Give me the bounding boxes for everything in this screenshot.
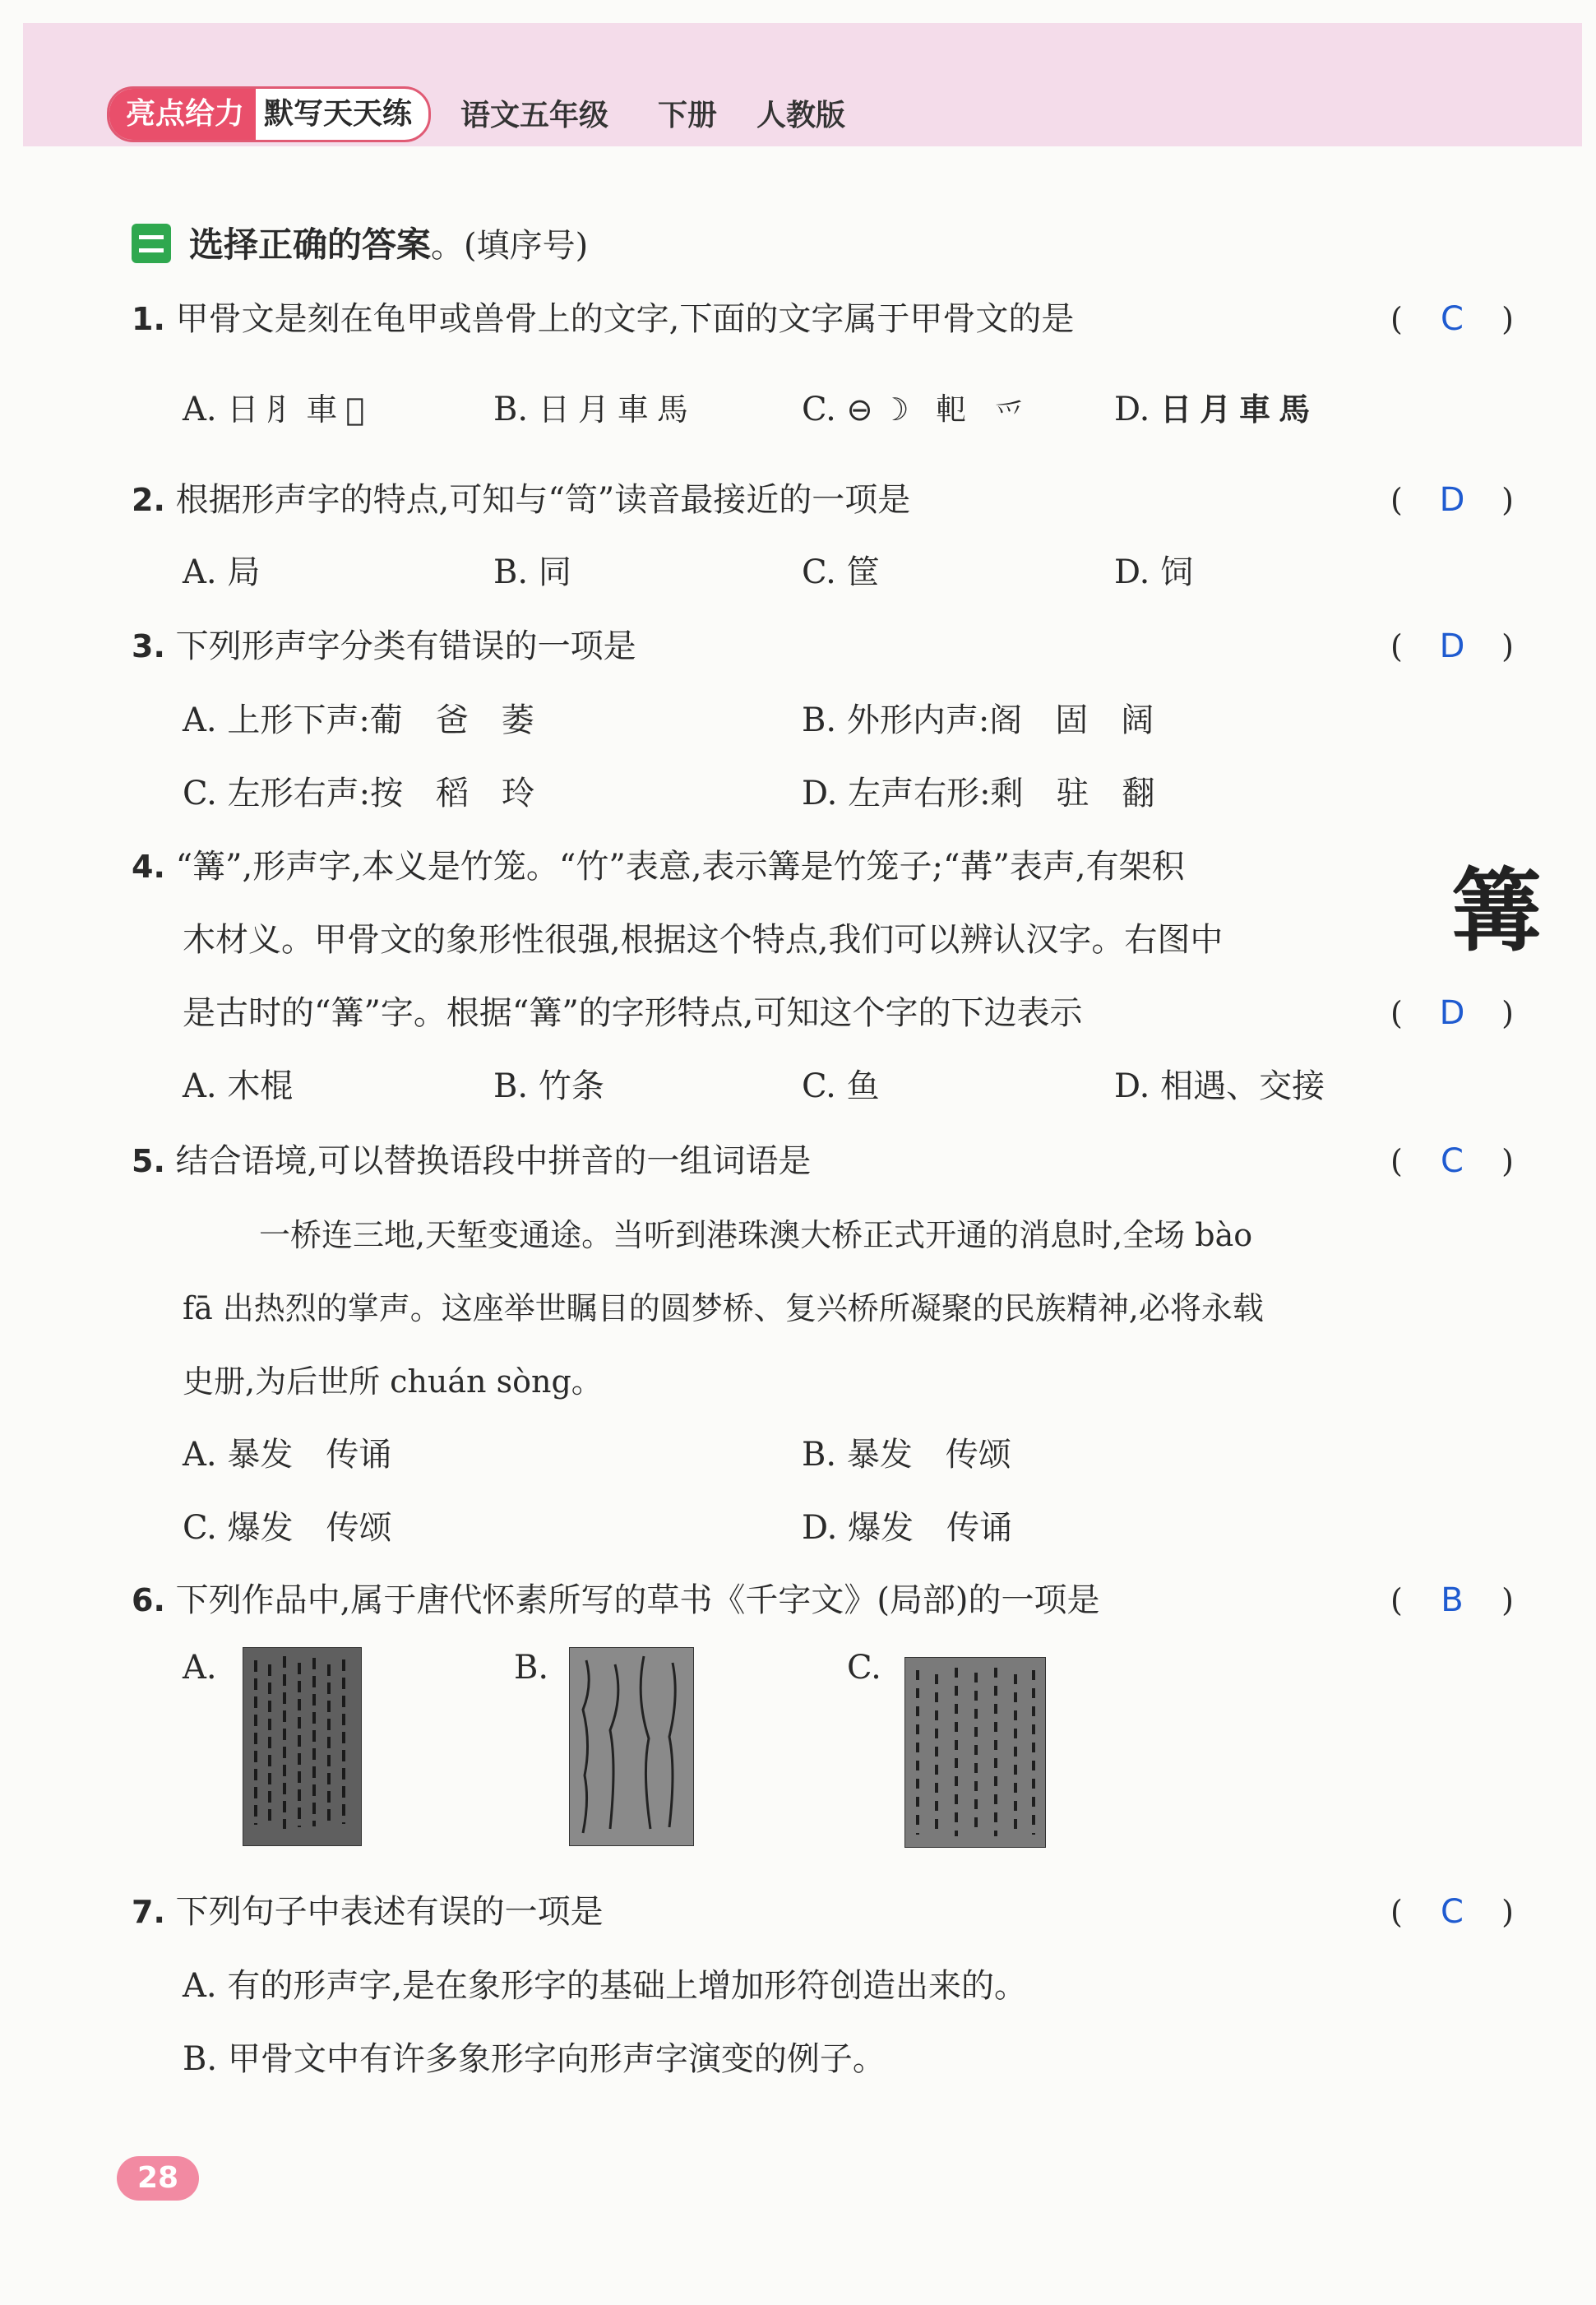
option-3c: C. 左形右声:按 稻 玲 [183,775,535,812]
option-4d: D. 相遇、交接 [1114,1067,1325,1105]
option-2b: B. 同 [493,553,571,591]
answer-slot-6: ( B ) [1390,1577,1514,1623]
subject-label: 语文五年级 [460,99,609,132]
option-5c: C. 爆发 传颂 [183,1509,392,1547]
calligraphy-image-b [569,1647,694,1846]
answer-slot-2: ( D ) [1390,477,1514,523]
answer-2: D [1439,481,1465,519]
option-3d: D. 左声右形:剩 驻 翻 [802,775,1155,812]
option-1b: B. 日月車馬 [493,391,696,428]
option-5b: B. 暴发 传颂 [802,1436,1011,1474]
passage-line-1: 一桥连三地,天堑变通途。当听到港珠澳大桥正式开通的消息时,全场 bào [259,1217,1253,1253]
option-3a: A. 上形下声:葡 爸 萎 [183,701,534,739]
question-text: 甲骨文是刻在龟甲或兽骨上的文字,下面的文字属于甲骨文的是 [175,300,1075,338]
answer-slot-1: ( C ) [1390,296,1514,342]
answer-7: C [1441,1893,1464,1931]
page-number: 28 [117,2156,199,2201]
option-4a: A. 木棍 [183,1067,294,1105]
ancient-glyph-image: 篝 [1451,858,1542,964]
option-3b: B. 外形内声:阁 固 阔 [802,701,1154,739]
passage-line-3: 史册,为后世所 chuán sòng。 [183,1363,603,1400]
question-2 [132,477,910,523]
brand-name-a: 亮点给力 [109,89,256,140]
answer-5: C [1441,1142,1464,1180]
option-6b-label: B. [514,1649,549,1687]
option-7b: B. 甲骨文中有许多象形字向形声字演变的例子。 [183,2040,886,2078]
option-7a: A. 有的形声字,是在象形字的基础上增加形符创造出来的。 [183,1967,1028,2005]
answer-1: C [1441,300,1464,338]
section-hint: 。(填序号) [431,227,589,265]
calligraphy-image-c [904,1657,1046,1848]
section-heading [189,218,588,269]
calligraphy-image-a [243,1647,362,1846]
section-number-icon [132,224,171,263]
option-5d: D. 爆发 传诵 [802,1509,1013,1547]
answer-4: D [1439,994,1465,1032]
option-1a: A. 日⺼車𢒅 [183,391,373,428]
question-7: 7. 下列句子中表述有误的一项是 [132,1893,604,1931]
answer-slot-7: ( C ) [1390,1889,1514,1935]
option-6c-label: C. [847,1649,881,1687]
calligraphy-strokes-b [570,1648,693,1845]
option-2c: C. 筐 [802,553,880,591]
question-number: 1. [132,301,165,337]
question-4-line-3: 是古时的“篝”字。根据“篝”的字形特点,可知这个字的下边表示 [183,994,1083,1032]
brand-badge [107,86,431,142]
passage-line-2: fā 出热烈的掌声。这座举世瞩目的圆梦桥、复兴桥所凝聚的民族精神,必将永载 [183,1290,1264,1326]
volume-label: 下册 [658,99,718,132]
answer-slot-3: ( D ) [1390,623,1514,669]
brand-name-b: 默写天天练 [264,97,413,131]
question-number: 2. [132,482,165,518]
option-1c: C. ⊖☽ 𨊠 ⺤ [802,391,1033,428]
answer-slot-4: ( D ) [1390,990,1514,1036]
calligraphy-strokes-a [243,1648,361,1845]
answer-6: B [1441,1581,1464,1619]
option-1d: D. 日月車馬 [1114,391,1319,428]
option-6a-label: A. [183,1649,217,1687]
section-title: 选择正确的答案 [189,224,432,265]
option-4c: C. 鱼 [802,1067,880,1105]
question-text: 根据形声字的特点,可知与“笥”读音最接近的一项是 [175,481,911,519]
question-5: 5. 结合语境,可以替换语段中拼音的一组词语是 [132,1142,812,1180]
option-2a: A. 局 [183,553,261,591]
question-3: 3. 下列形声字分类有错误的一项是 [132,627,636,665]
option-5a: A. 暴发 传诵 [183,1436,392,1474]
question-6: 6. 下列作品中,属于唐代怀素所写的草书《千字文》(局部)的一项是 [132,1581,1100,1619]
option-4b: B. 竹条 [493,1067,604,1105]
question-1 [132,296,1074,342]
edition-label: 人教版 [756,99,846,132]
answer-3: D [1439,627,1465,665]
calligraphy-strokes-c [905,1658,1045,1847]
question-4-line-2: 木材义。甲骨文的象形性很强,根据这个特点,我们可以辨认汉字。右图中 [183,921,1224,959]
question-4-line-1: 4. “篝”,形声字,本义是竹笼。“竹”表意,表示篝是竹笼子;“冓”表声,有架积 [132,848,1185,886]
option-2d: D. 饲 [1114,553,1194,591]
answer-slot-5: ( C ) [1390,1138,1514,1184]
